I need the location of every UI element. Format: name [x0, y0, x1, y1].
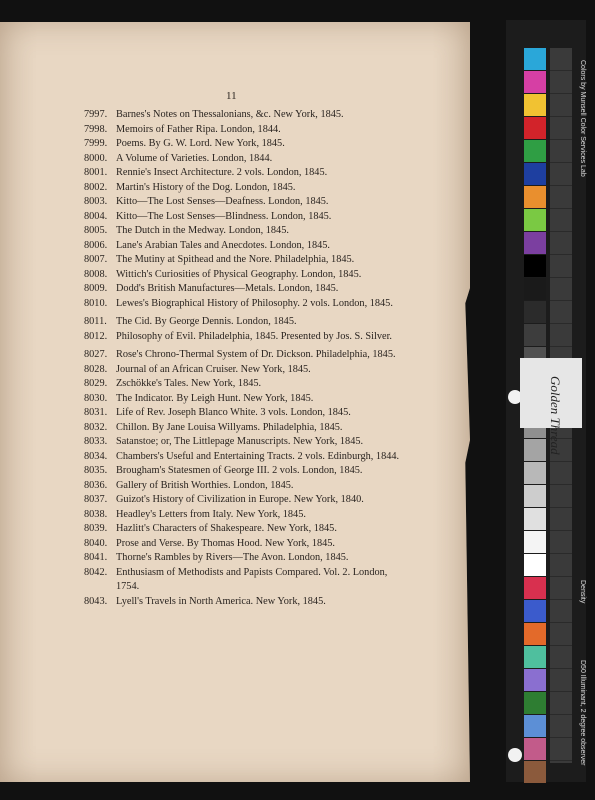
- entry-text: Rose's Chrono-Thermal System of Dr. Dickson. Philadelphia, 1845.: [116, 349, 396, 360]
- catalog-entry: [84, 421, 404, 436]
- entry-number: 8027.: [84, 349, 108, 360]
- entry-text: Kitto—The Lost Senses—Deafness. London, 1845.: [116, 196, 329, 207]
- entry-number: 8003.: [84, 196, 108, 207]
- catalog-entry: [84, 348, 404, 363]
- color-swatch: [524, 278, 546, 300]
- color-swatch: [524, 94, 546, 116]
- color-swatch: [524, 554, 546, 576]
- entry-number: 8040.: [84, 537, 108, 549]
- entry-text: Chambers's Useful and Entertaining Tracts. 2 vols. Edinburgh, 1844.: [116, 450, 400, 462]
- entry-number: 8036.: [84, 479, 108, 491]
- entry-text: Brougham's Statesmen of George III. 2 vols. London, 1845.: [116, 465, 363, 476]
- entry-text: Lyell's Travels in North America. New York, 1845.: [116, 595, 326, 607]
- catalog-entry: [84, 537, 404, 552]
- entry-text: A Volume of Varieties. London, 1844.: [116, 152, 273, 164]
- color-swatch: [524, 715, 546, 737]
- catalog-entry: [84, 566, 404, 595]
- entry-text: Hazlitt's Characters of Shakespeare. New York, 1845.: [116, 523, 337, 534]
- color-swatch: [524, 71, 546, 93]
- catalog-entry: [84, 551, 404, 566]
- entry-text: Enthusiasm of Methodists and Papists Compared. Vol. 2. London, 1754.: [116, 566, 388, 592]
- color-swatch: [524, 669, 546, 691]
- color-swatch: [524, 692, 546, 714]
- entry-number: 8002.: [84, 181, 108, 193]
- entry-number: 8039.: [84, 523, 108, 534]
- entry-text: Satanstoe; or, The Littlepage Manuscripts. New York, 1845.: [116, 436, 364, 447]
- entry-text: Gallery of British Worthies. London, 1845.: [116, 479, 294, 491]
- entry-text: Lane's Arabian Tales and Anecdotes. London, 1845.: [116, 239, 330, 251]
- card-hole: [508, 748, 522, 762]
- catalog-entry: [84, 166, 404, 181]
- catalog-entry: [84, 137, 404, 152]
- entry-text: Zschökke's Tales. New York, 1845.: [116, 378, 262, 389]
- catalog-entry: [84, 435, 404, 450]
- entry-number: 8011.: [84, 316, 107, 327]
- catalog-entry: [84, 392, 404, 407]
- entry-text: Lewes's Biographical History of Philosophy. 2 vols. London, 1845.: [116, 297, 393, 309]
- entry-text: Martin's History of the Dog. London, 1845.: [116, 181, 296, 193]
- catalog-entry: [84, 315, 404, 330]
- catalog-entry: [84, 181, 404, 196]
- color-swatch: [524, 186, 546, 208]
- entry-text: The Mutiny at Spithead and the Nore. Philadelphia, 1845.: [116, 254, 355, 265]
- entry-number: 8006.: [84, 239, 108, 251]
- color-swatch: [524, 508, 546, 530]
- entry-number: 8041.: [84, 552, 108, 563]
- entry-text: Poems. By G. W. Lord. New York, 1845.: [116, 138, 285, 149]
- color-swatch: [524, 301, 546, 323]
- entry-number: 8030.: [84, 392, 108, 404]
- entry-number: 7997.: [84, 109, 108, 120]
- color-swatch: [524, 623, 546, 645]
- entry-number: 8004.: [84, 210, 108, 222]
- color-swatch: [524, 577, 546, 599]
- entry-text: The Indicator. By Leigh Hunt. New York, 1845.: [116, 392, 314, 404]
- entry-text: The Dutch in the Medway. London, 1845.: [116, 225, 289, 236]
- card-top-text: Colors by Munsell Color Services Lab: [579, 60, 586, 177]
- color-swatch: [524, 531, 546, 553]
- entry-text: Prose and Verse. By Thomas Hood. New York, 1845.: [116, 537, 335, 549]
- catalog-entry: [84, 268, 404, 283]
- catalog-list: [84, 108, 404, 609]
- entry-number: 8029.: [84, 378, 108, 389]
- catalog-entry: [84, 108, 404, 123]
- entry-number: 8042.: [84, 566, 108, 578]
- entry-number: 8001.: [84, 167, 108, 178]
- catalog-entry: [84, 210, 404, 225]
- entry-number: 8032.: [84, 421, 108, 433]
- entry-text: The Cid. By George Dennis. London, 1845.: [116, 316, 297, 327]
- entry-text: Wittich's Curiosities of Physical Geography. London, 1845.: [116, 268, 362, 280]
- entry-number: 8031.: [84, 407, 108, 418]
- entry-text: Guizot's History of Civilization in Europe. New York, 1840.: [116, 494, 364, 505]
- entry-text: Memoirs of Father Ripa. London, 1844.: [116, 123, 281, 135]
- color-swatch: [524, 209, 546, 231]
- catalog-entry: [84, 406, 404, 421]
- entry-number: 8012.: [84, 330, 108, 342]
- catalog-entry: [84, 522, 404, 537]
- entry-text: Rennie's Insect Architecture. 2 vols. London, 1845.: [116, 167, 328, 178]
- catalog-entry: [84, 450, 404, 465]
- catalog-entry: [84, 330, 404, 345]
- entry-number: 8037.: [84, 494, 108, 505]
- catalog-entry: [84, 282, 404, 297]
- entry-number: 8028.: [84, 363, 108, 375]
- entry-number: 8033.: [84, 436, 108, 447]
- catalog-entry: [84, 464, 404, 479]
- color-swatch: [524, 117, 546, 139]
- color-swatch: [524, 462, 546, 484]
- card-bottom-text: D50 Illuminant, 2 degree observer: [579, 660, 586, 766]
- color-swatch: [524, 485, 546, 507]
- entry-number: 7998.: [84, 123, 108, 135]
- catalog-entry: [84, 377, 404, 392]
- entry-text: Barnes's Notes on Thessalonians, &c. New York, 1845.: [116, 109, 344, 120]
- entry-number: 8008.: [84, 268, 108, 280]
- color-swatch: [524, 232, 546, 254]
- entry-text: Philosophy of Evil. Philadelphia, 1845. Presented by Jos. S. Silver.: [116, 330, 393, 342]
- color-swatch: [524, 324, 546, 346]
- catalog-entry: [84, 195, 404, 210]
- catalog-entry: [84, 224, 404, 239]
- entry-text: Journal of an African Cruiser. New York, 1845.: [116, 363, 311, 375]
- color-swatch: [524, 255, 546, 277]
- catalog-entry: [84, 479, 404, 494]
- entry-number: 8038.: [84, 508, 108, 520]
- entry-number: 8009.: [84, 283, 108, 294]
- color-swatch: [524, 140, 546, 162]
- color-swatch: [524, 439, 546, 461]
- card-density-label: Density: [579, 580, 586, 604]
- catalog-entry: [84, 508, 404, 523]
- entry-number: 8034.: [84, 450, 108, 462]
- entry-number: 8007.: [84, 254, 108, 265]
- color-swatch: [524, 738, 546, 760]
- entry-text: Kitto—The Lost Senses—Blindness. London, 1845.: [116, 210, 332, 222]
- entry-text: Chillon. By Jane Louisa Willyams. Philadelphia, 1845.: [116, 421, 343, 433]
- color-swatch: [524, 600, 546, 622]
- entry-number: 8043.: [84, 595, 108, 607]
- color-swatch: [524, 163, 546, 185]
- entry-text: Thorne's Rambles by Rivers—The Avon. London, 1845.: [116, 552, 349, 563]
- catalog-entry: [84, 493, 404, 508]
- entry-number: 8000.: [84, 152, 108, 164]
- page-number: 11: [226, 90, 237, 102]
- color-swatch: [524, 646, 546, 668]
- brand-label: Golden Thread: [548, 376, 563, 455]
- color-swatch: [524, 761, 546, 783]
- catalog-entry: [84, 363, 404, 378]
- entry-text: Life of Rev. Joseph Blanco White. 3 vols. London, 1845.: [116, 407, 351, 418]
- catalog-entry: [84, 239, 404, 254]
- entry-number: 8035.: [84, 465, 108, 476]
- entry-number: 8010.: [84, 297, 108, 309]
- entry-text: Headley's Letters from Italy. New York, 1845.: [116, 508, 306, 520]
- entry-text: Dodd's British Manufactures—Metals. London, 1845.: [116, 283, 339, 294]
- entry-number: 8005.: [84, 225, 108, 236]
- catalog-entry: [84, 595, 404, 610]
- catalog-entry: [84, 253, 404, 268]
- catalog-entry: [84, 152, 404, 167]
- catalog-entry: [84, 123, 404, 138]
- catalog-entry: [84, 297, 404, 312]
- entry-number: 7999.: [84, 138, 108, 149]
- color-swatch: [524, 48, 546, 70]
